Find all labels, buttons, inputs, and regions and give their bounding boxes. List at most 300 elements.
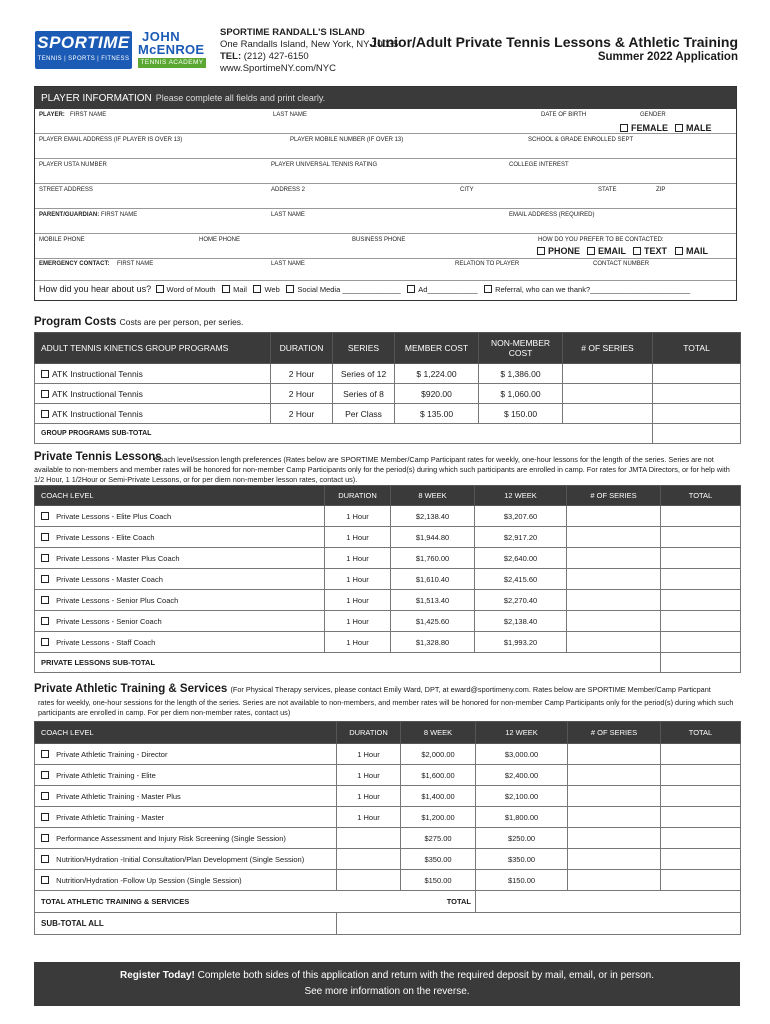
twelve-week-cell: $250.00 bbox=[476, 828, 568, 849]
series-count-input[interactable] bbox=[568, 828, 661, 849]
subtotal-label: GROUP PROGRAMS SUB-TOTAL bbox=[35, 424, 653, 444]
option-label: Web bbox=[264, 285, 280, 294]
twelve-week-cell: $2,270.40 bbox=[475, 590, 567, 611]
service-cell[interactable] bbox=[35, 870, 337, 891]
service-name: Nutrition/Hydration -Initial Consultation/Plan Development (Single Session) bbox=[56, 854, 305, 864]
program-name: ATK Instructional Tennis bbox=[52, 408, 143, 419]
table-row bbox=[35, 807, 741, 828]
section-title: Program Costs bbox=[34, 316, 117, 328]
table-row bbox=[35, 611, 741, 632]
checkbox-icon bbox=[41, 512, 49, 520]
option-label: Mail bbox=[233, 285, 247, 294]
member-cost-cell: $920.00 bbox=[395, 384, 479, 404]
series-count-input[interactable] bbox=[567, 632, 661, 653]
table-header-row bbox=[35, 722, 741, 744]
service-name: Private Lessons - Elite Coach bbox=[56, 532, 155, 542]
twelve-week-cell: $2,138.40 bbox=[475, 611, 567, 632]
total-input[interactable] bbox=[661, 765, 741, 786]
col-header: COACH LEVEL bbox=[35, 486, 325, 506]
service-cell[interactable] bbox=[35, 527, 325, 548]
series-cell: Series of 8 bbox=[333, 384, 395, 404]
series-count-input[interactable] bbox=[567, 506, 661, 527]
checkbox-icon bbox=[41, 876, 49, 884]
service-name: Performance Assessment and Injury Risk Screening (Single Session) bbox=[56, 833, 286, 843]
total-input[interactable] bbox=[653, 404, 741, 424]
col-header: DURATION bbox=[337, 722, 401, 744]
series-count-input[interactable] bbox=[567, 527, 661, 548]
subtotal-label: PRIVATE LESSONS SUB-TOTAL bbox=[35, 653, 661, 673]
subtotal-all-input[interactable] bbox=[337, 913, 741, 935]
business-phone-label: BUSINESS PHONE bbox=[352, 237, 406, 243]
total-input[interactable] bbox=[661, 569, 741, 590]
duration-cell: 2 Hour bbox=[271, 364, 333, 384]
col-header: # OF SERIES bbox=[568, 722, 661, 744]
checkbox-icon bbox=[675, 124, 683, 132]
option-label: Word of Mouth bbox=[166, 285, 216, 294]
mail-checkbox[interactable] bbox=[675, 246, 708, 256]
service-name: Private Lessons - Elite Plus Coach bbox=[56, 511, 172, 521]
series-count-input[interactable] bbox=[563, 404, 653, 424]
series-count-input[interactable] bbox=[567, 548, 661, 569]
page-header bbox=[0, 0, 770, 84]
athletic-desc-lead: (For Physical Therapy services, please contact Emily Ward, DPT, at eward@sportimeny.com. Rates below are SPORTIME Member/Camp Particpant bbox=[230, 685, 711, 694]
total-input[interactable] bbox=[661, 870, 741, 891]
mcenroe-logo-line3: TENNIS ACADEMY bbox=[138, 58, 206, 68]
series-count-input[interactable] bbox=[567, 569, 661, 590]
hear-option-word-of-mouth[interactable] bbox=[153, 285, 215, 294]
eight-week-cell: $1,600.00 bbox=[401, 765, 476, 786]
register-line1: Complete both sides of this application and return with the required deposit by mail, email, or in person. bbox=[197, 970, 654, 981]
emergency-last-label: LAST NAME bbox=[271, 261, 305, 267]
hear-option-mail[interactable] bbox=[218, 285, 247, 294]
total-input[interactable] bbox=[661, 611, 741, 632]
player-name-row[interactable] bbox=[35, 109, 736, 134]
col-header: 8 WEEK bbox=[401, 722, 476, 744]
table-row bbox=[35, 786, 741, 807]
subtotal-input[interactable] bbox=[653, 424, 741, 444]
checkbox-icon bbox=[41, 575, 49, 583]
hear-option-social-media[interactable] bbox=[282, 285, 401, 294]
checkbox-icon bbox=[620, 124, 628, 132]
total-label-cell bbox=[35, 891, 476, 913]
group-programs-table bbox=[34, 332, 741, 444]
checkbox-icon bbox=[41, 596, 49, 604]
service-cell[interactable] bbox=[35, 506, 325, 527]
col-header: 12 WEEK bbox=[476, 722, 568, 744]
eight-week-cell: $150.00 bbox=[401, 870, 476, 891]
total-input[interactable] bbox=[661, 632, 741, 653]
twelve-week-cell: $2,415.60 bbox=[475, 569, 567, 590]
service-name: Private Lessons - Staff Coach bbox=[56, 637, 156, 647]
col-header: ADULT TENNIS KINETICS GROUP PROGRAMS bbox=[35, 333, 271, 364]
player-contact-row[interactable] bbox=[35, 134, 736, 159]
table-row bbox=[35, 404, 741, 424]
series-count-input[interactable] bbox=[568, 744, 661, 765]
checkbox-icon bbox=[41, 617, 49, 625]
mobile-label: PLAYER MOBILE NUMBER (IF OVER 13) bbox=[290, 137, 404, 143]
email-label: PLAYER EMAIL ADDRESS (IF PLAYER IS OVER 13) bbox=[39, 137, 183, 143]
street-address: One Randalls Island, New York, NY 10035 bbox=[220, 39, 399, 50]
col-header: SERIES bbox=[333, 333, 395, 364]
col-header: # OF SERIES bbox=[567, 486, 661, 506]
female-label: FEMALE bbox=[631, 123, 668, 133]
utr-label: PLAYER UNIVERSAL TENNIS RATING bbox=[271, 162, 378, 168]
text-checkbox[interactable] bbox=[633, 246, 667, 256]
subtotal-all-row bbox=[35, 913, 741, 935]
duration-cell: 1 Hour bbox=[325, 548, 391, 569]
eight-week-cell: $1,200.00 bbox=[401, 807, 476, 828]
total-input[interactable] bbox=[661, 807, 741, 828]
college-label: COLLEGE INTEREST bbox=[509, 162, 569, 168]
table-row bbox=[35, 364, 741, 384]
col-header: TOTAL bbox=[653, 333, 741, 364]
emergency-row[interactable] bbox=[35, 259, 736, 281]
twelve-week-cell: $2,917.20 bbox=[475, 527, 567, 548]
col-header: TOTAL bbox=[661, 722, 741, 744]
eight-week-cell: $1,610.40 bbox=[391, 569, 475, 590]
phone-option-label: PHONE bbox=[548, 246, 581, 256]
member-cost-cell: $ 1,224.00 bbox=[395, 364, 479, 384]
series-count-input[interactable] bbox=[568, 849, 661, 870]
contact-number-label: CONTACT NUMBER bbox=[593, 261, 650, 267]
service-name: Nutrition/Hydration -Follow Up Session (Single Session) bbox=[56, 875, 242, 885]
checkbox-icon bbox=[41, 813, 49, 821]
twelve-week-cell: $1,800.00 bbox=[476, 807, 568, 828]
service-name: Private Athletic Training - Master bbox=[56, 812, 165, 822]
series-count-input[interactable] bbox=[568, 807, 661, 828]
emergency-first-label: FIRST NAME bbox=[117, 261, 154, 267]
service-cell[interactable] bbox=[35, 590, 325, 611]
checkbox-icon bbox=[156, 285, 164, 293]
checkbox-icon bbox=[41, 638, 49, 646]
usta-label: PLAYER USTA NUMBER bbox=[39, 162, 107, 168]
option-label: Referral, who can we thank?________________________ bbox=[495, 285, 691, 294]
duration-cell: 1 Hour bbox=[325, 527, 391, 548]
page-subtitle: Summer 2022 Application bbox=[597, 51, 738, 63]
total-input[interactable] bbox=[661, 506, 741, 527]
male-label: MALE bbox=[686, 123, 712, 133]
duration-cell bbox=[337, 828, 401, 849]
referral-source-row bbox=[39, 284, 690, 294]
series-count-input[interactable] bbox=[568, 870, 661, 891]
mcenroe-logo-line1: JOHN bbox=[142, 29, 181, 44]
first-name-label: FIRST NAME bbox=[70, 112, 107, 118]
col-header: DURATION bbox=[325, 486, 391, 506]
member-cost-cell: $ 135.00 bbox=[395, 404, 479, 424]
total-row bbox=[35, 891, 741, 913]
referral-question: How did you hear about us? bbox=[39, 284, 152, 294]
checkbox-icon bbox=[407, 285, 415, 293]
duration-cell: 1 Hour bbox=[337, 765, 401, 786]
state-label: STATE bbox=[598, 187, 617, 193]
service-name: Private Athletic Training - Master Plus bbox=[56, 791, 181, 801]
relation-label: RELATION TO PLAYER bbox=[455, 261, 520, 267]
hear-option-referral[interactable] bbox=[480, 285, 690, 294]
service-cell[interactable] bbox=[35, 828, 337, 849]
register-banner bbox=[34, 962, 740, 1006]
sportime-logo bbox=[35, 31, 132, 69]
checkbox-icon bbox=[675, 247, 683, 255]
tel-number: (212) 427-6150 bbox=[243, 51, 309, 62]
page-title: Junior/Adult Private Tennis Lessons & Athletic Training bbox=[369, 34, 738, 50]
sportime-logo-text: SPORTIME bbox=[37, 33, 130, 52]
private-lessons-table bbox=[34, 485, 741, 673]
nonmember-cost-cell: $ 150.00 bbox=[479, 404, 563, 424]
eight-week-cell: $275.00 bbox=[401, 828, 476, 849]
street-label: STREET ADDRESS bbox=[39, 187, 93, 193]
duration-cell: 2 Hour bbox=[271, 384, 333, 404]
parent-last-label: LAST NAME bbox=[271, 212, 305, 218]
program-name: ATK Instructional Tennis bbox=[52, 388, 143, 399]
checkbox-icon bbox=[253, 285, 261, 293]
male-checkbox[interactable] bbox=[675, 123, 712, 133]
series-cell: Series of 12 bbox=[333, 364, 395, 384]
phone-checkbox[interactable] bbox=[537, 246, 580, 256]
checkbox-icon bbox=[587, 247, 595, 255]
total-input[interactable] bbox=[661, 828, 741, 849]
section-note: Costs are per person, per series. bbox=[119, 317, 244, 327]
col-header: 8 WEEK bbox=[391, 486, 475, 506]
table-row bbox=[35, 849, 741, 870]
duration-cell: 2 Hour bbox=[271, 404, 333, 424]
duration-cell: 1 Hour bbox=[325, 506, 391, 527]
city-label: CITY bbox=[460, 187, 474, 193]
checkbox-icon bbox=[633, 247, 641, 255]
register-bold: Register Today! bbox=[120, 970, 195, 981]
address-row[interactable] bbox=[35, 184, 736, 209]
eight-week-cell: $1,944.80 bbox=[391, 527, 475, 548]
eight-week-cell: $1,400.00 bbox=[401, 786, 476, 807]
checkbox-icon bbox=[41, 792, 49, 800]
twelve-week-cell: $2,100.00 bbox=[476, 786, 568, 807]
series-count-input[interactable] bbox=[567, 590, 661, 611]
total-input[interactable] bbox=[661, 527, 741, 548]
parent-email-label: EMAIL ADDRESS (REQUIRED) bbox=[509, 212, 595, 218]
total-input[interactable] bbox=[661, 548, 741, 569]
checkbox-icon bbox=[41, 390, 49, 398]
eight-week-cell: $2,000.00 bbox=[401, 744, 476, 765]
duration-cell: 1 Hour bbox=[325, 611, 391, 632]
program-costs-title bbox=[34, 316, 243, 328]
parent-row[interactable] bbox=[35, 209, 736, 234]
hear-option-ad[interactable] bbox=[403, 285, 477, 294]
checkbox-icon bbox=[41, 750, 49, 758]
address2-label: ADDRESS 2 bbox=[271, 187, 306, 193]
service-name: Private Athletic Training - Elite bbox=[56, 770, 156, 780]
checkbox-icon bbox=[286, 285, 294, 293]
col-header: NON-MEMBER COST bbox=[479, 333, 563, 364]
table-row bbox=[35, 384, 741, 404]
total-input[interactable] bbox=[653, 364, 741, 384]
eight-week-cell: $1,513.40 bbox=[391, 590, 475, 611]
total-input[interactable] bbox=[661, 786, 741, 807]
service-name: Private Lessons - Master Plus Coach bbox=[56, 553, 180, 563]
table-row bbox=[35, 632, 741, 653]
service-cell[interactable] bbox=[35, 611, 325, 632]
checkbox-icon bbox=[41, 554, 49, 562]
series-cell: Per Class bbox=[333, 404, 395, 424]
sportime-logo-tagline: TENNIS | SPORTS | FITNESS bbox=[37, 56, 130, 62]
email-option-label: EMAIL bbox=[598, 246, 626, 256]
athletic-training-title bbox=[34, 683, 711, 695]
col-header: MEMBER COST bbox=[395, 333, 479, 364]
table-row bbox=[35, 870, 741, 891]
program-cell[interactable] bbox=[35, 404, 271, 424]
service-cell[interactable] bbox=[35, 786, 337, 807]
dob-label: DATE OF BIRTH bbox=[541, 112, 587, 118]
emergency-label: EMERGENCY CONTACT: bbox=[39, 261, 110, 267]
subtotal-row bbox=[35, 424, 741, 444]
gender-label: GENDER bbox=[640, 112, 666, 118]
series-count-input[interactable] bbox=[563, 384, 653, 404]
checkbox-icon bbox=[41, 370, 49, 378]
table-row bbox=[35, 828, 741, 849]
private-lessons-title: Private Tennis Lessons bbox=[34, 451, 162, 463]
parent-first-label: FIRST NAME bbox=[101, 212, 138, 218]
service-name: Private Lessons - Senior Plus Coach bbox=[56, 595, 179, 605]
service-cell[interactable] bbox=[35, 569, 325, 590]
table-row bbox=[35, 548, 741, 569]
phone-row[interactable] bbox=[35, 234, 736, 259]
series-count-input[interactable] bbox=[568, 786, 661, 807]
col-header: 12 WEEK bbox=[475, 486, 567, 506]
contact-pref-label: HOW DO YOU PREFER TO BE CONTACTED: bbox=[538, 237, 664, 243]
service-cell[interactable] bbox=[35, 744, 337, 765]
duration-cell: 1 Hour bbox=[325, 590, 391, 611]
service-cell[interactable] bbox=[35, 632, 325, 653]
email-checkbox[interactable] bbox=[587, 246, 626, 256]
col-header: # OF SERIES bbox=[563, 333, 653, 364]
player-information-section bbox=[34, 86, 737, 301]
total-input[interactable] bbox=[661, 590, 741, 611]
duration-cell: 1 Hour bbox=[325, 569, 391, 590]
location-name: SPORTIME RANDALL'S ISLAND bbox=[220, 27, 365, 38]
checkbox-icon bbox=[537, 247, 545, 255]
checkbox-icon bbox=[41, 771, 49, 779]
series-count-input[interactable] bbox=[567, 611, 661, 632]
checkbox-icon bbox=[41, 410, 49, 418]
twelve-week-cell: $350.00 bbox=[476, 849, 568, 870]
player-ratings-row[interactable] bbox=[35, 159, 736, 184]
table-header-row bbox=[35, 333, 741, 364]
zip-label: ZIP bbox=[656, 187, 666, 193]
twelve-week-cell: $2,400.00 bbox=[476, 765, 568, 786]
subtotal-input[interactable] bbox=[661, 653, 741, 673]
home-phone-label: HOME PHONE bbox=[199, 237, 241, 243]
total-label: TOTAL ATHLETIC TRAINING & SERVICES bbox=[41, 897, 190, 906]
eight-week-cell: $1,760.00 bbox=[391, 548, 475, 569]
school-label: SCHOOL & GRADE ENROLLED SEPT bbox=[528, 137, 634, 143]
checkbox-icon bbox=[484, 285, 492, 293]
checkbox-icon bbox=[41, 533, 49, 541]
col-header: DURATION bbox=[271, 333, 333, 364]
mail-option-label: MAIL bbox=[686, 246, 708, 256]
service-name: Private Lessons - Senior Coach bbox=[56, 616, 162, 626]
nonmember-cost-cell: $ 1,060.00 bbox=[479, 384, 563, 404]
duration-cell: 1 Hour bbox=[325, 632, 391, 653]
duration-cell: 1 Hour bbox=[337, 786, 401, 807]
series-count-input[interactable] bbox=[568, 765, 661, 786]
register-line2: See more information on the reverse. bbox=[304, 986, 470, 997]
program-cell[interactable] bbox=[35, 364, 271, 384]
twelve-week-cell: $3,207.60 bbox=[475, 506, 567, 527]
mobile-phone-label: MOBILE PHONE bbox=[39, 237, 85, 243]
female-checkbox[interactable] bbox=[620, 123, 668, 133]
mcenroe-logo-line2: McENROE bbox=[138, 42, 205, 57]
program-name: ATK Instructional Tennis bbox=[52, 368, 143, 379]
col-header: COACH LEVEL bbox=[35, 722, 337, 744]
service-cell[interactable] bbox=[35, 807, 337, 828]
nonmember-cost-cell: $ 1,386.00 bbox=[479, 364, 563, 384]
website: www.SportimeNY.com/NYC bbox=[220, 63, 336, 74]
twelve-week-cell: $1,993.20 bbox=[475, 632, 567, 653]
service-cell[interactable] bbox=[35, 548, 325, 569]
section-title: Private Athletic Training & Services bbox=[34, 683, 228, 695]
player-information-heading bbox=[35, 87, 736, 109]
table-row bbox=[35, 569, 741, 590]
duration-cell bbox=[337, 870, 401, 891]
section-note: Please complete all fields and print clearly. bbox=[155, 93, 326, 103]
col-header: TOTAL bbox=[661, 486, 741, 506]
parent-label: PARENT/GUARDIAN: bbox=[39, 212, 100, 218]
series-count-input[interactable] bbox=[563, 364, 653, 384]
table-row bbox=[35, 744, 741, 765]
mcenroe-logo bbox=[138, 29, 206, 69]
service-name: Private Lessons - Master Coach bbox=[56, 574, 163, 584]
twelve-week-cell: $3,000.00 bbox=[476, 744, 568, 765]
service-name: Private Athletic Training - Director bbox=[56, 749, 168, 759]
athletic-training-description: rates for weekly, one-hour sessions for the length of the series. Series are not available to non-members, and member rates will be honored for non-member Camp Participants only for the period(s) during which such participants are enrolled in camp. For per diem non-member rates, contact us) bbox=[38, 698, 734, 717]
twelve-week-cell: $2,640.00 bbox=[475, 548, 567, 569]
text-option-label: TEXT bbox=[644, 246, 668, 256]
athletic-training-table bbox=[34, 721, 741, 935]
total-word: TOTAL bbox=[446, 897, 471, 906]
eight-week-cell: $1,425.60 bbox=[391, 611, 475, 632]
player-label: PLAYER: bbox=[39, 112, 65, 118]
duration-cell bbox=[337, 849, 401, 870]
subtotal-row bbox=[35, 653, 741, 673]
table-row bbox=[35, 506, 741, 527]
total-input[interactable] bbox=[661, 744, 741, 765]
total-input[interactable] bbox=[653, 384, 741, 404]
hear-option-web[interactable] bbox=[249, 285, 279, 294]
service-cell[interactable] bbox=[35, 849, 337, 870]
checkbox-icon bbox=[41, 834, 49, 842]
table-row bbox=[35, 765, 741, 786]
service-cell[interactable] bbox=[35, 765, 337, 786]
checkbox-icon bbox=[41, 855, 49, 863]
option-label: Social Media ______________ bbox=[297, 285, 401, 294]
twelve-week-cell: $150.00 bbox=[476, 870, 568, 891]
table-row bbox=[35, 590, 741, 611]
program-cell[interactable] bbox=[35, 384, 271, 404]
private-lessons-description: Coach level/session length preferences (Rates below are SPORTIME Member/Camp Participant rates for weekly, one-hour lessons for the length of the series. Series are not available to non-members and member rates will be honored for non-member Camp Participants only for the period(s) during which such participants are enrolled in camp. For rates for JMTA Directors, or for help with 1/2 Hour, 1 1/2Hour or Semi-Private Lessons, or for per diem non-member lesson rates, contact us). bbox=[34, 455, 730, 484]
tel-label: TEL: bbox=[220, 51, 242, 62]
eight-week-cell: $1,328.80 bbox=[391, 632, 475, 653]
total-input[interactable] bbox=[661, 849, 741, 870]
subtotal-all-label: SUB-TOTAL ALL bbox=[35, 913, 337, 935]
eight-week-cell: $2,138.40 bbox=[391, 506, 475, 527]
duration-cell: 1 Hour bbox=[337, 744, 401, 765]
last-name-label: LAST NAME bbox=[273, 112, 307, 118]
table-row bbox=[35, 527, 741, 548]
section-heading: PLAYER INFORMATION bbox=[41, 93, 152, 104]
total-input[interactable] bbox=[476, 891, 741, 913]
option-label: Ad____________ bbox=[418, 285, 478, 294]
table-header-row bbox=[35, 486, 741, 506]
eight-week-cell: $350.00 bbox=[401, 849, 476, 870]
checkbox-icon bbox=[222, 285, 230, 293]
